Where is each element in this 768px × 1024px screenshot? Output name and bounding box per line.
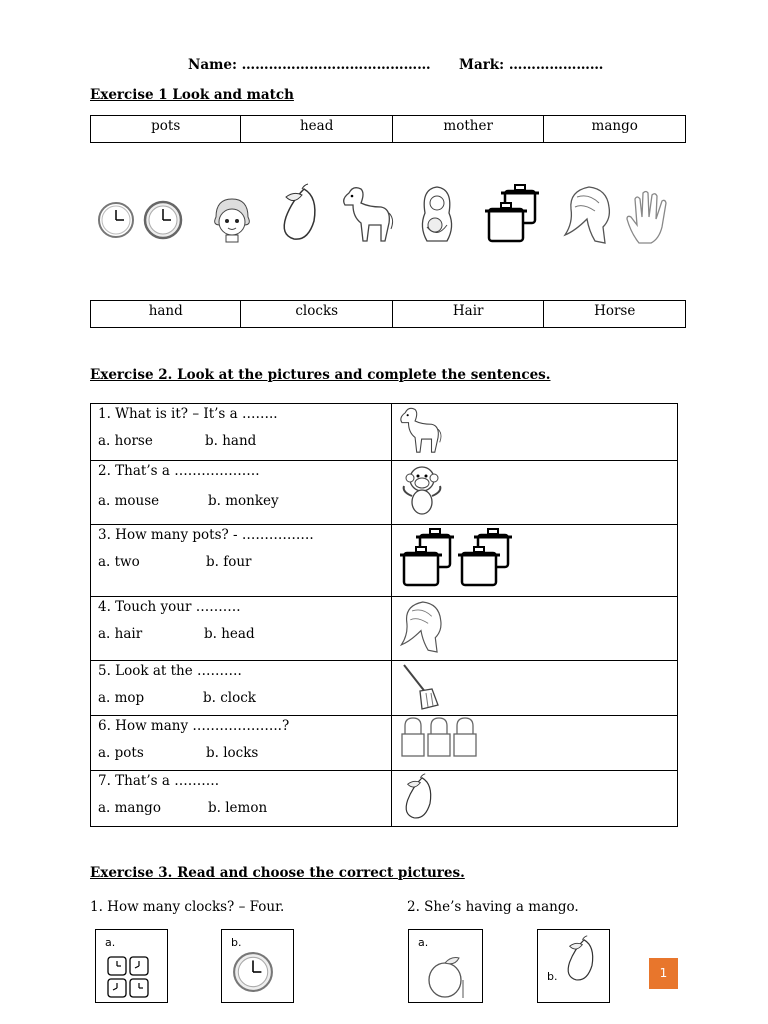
question-text: 5. Look at the ………. (98, 663, 242, 679)
girl-face-icon (208, 195, 256, 243)
horse-icon (397, 404, 443, 456)
name-field-label: Name: …………………………………… (188, 57, 431, 73)
mango-icon (560, 934, 600, 984)
word-cell: hand (91, 301, 241, 328)
option-label: b. (547, 970, 558, 983)
option-b: b. hand (205, 433, 257, 449)
option-label: a. (418, 936, 429, 949)
mango-icon (398, 773, 438, 821)
exercise-1-title: Exercise 1 Look and match (90, 87, 294, 103)
option-a: a. mop (98, 690, 145, 706)
pots-icon (400, 527, 462, 589)
question-text: 6. How many ………………..? (98, 718, 290, 734)
option-b: b. lemon (208, 800, 268, 816)
question-row (91, 716, 678, 771)
pots-icon (485, 183, 547, 245)
hair-icon (396, 597, 446, 657)
option-a: a. mouse (98, 493, 160, 509)
option-b: b. monkey (208, 493, 279, 509)
option-a: a. hair (98, 626, 143, 642)
word-cell: mother (392, 116, 544, 143)
exercise-1-pictures (97, 183, 697, 251)
clock-icon (232, 951, 274, 993)
exercise-3-title: Exercise 3. Read and choose the correct pictures. (90, 865, 465, 881)
question-row (91, 525, 678, 597)
option-label: b. (231, 936, 242, 949)
question-text: 4. Touch your ………. (98, 599, 241, 615)
word-cell: clocks (241, 301, 393, 328)
word-cell: head (241, 116, 392, 143)
option-a: a. pots (98, 745, 144, 761)
mop-icon (398, 663, 442, 711)
word-cell: Horse (544, 301, 686, 328)
option-a: a. horse (98, 433, 153, 449)
question-text: 7. That’s a ………. (98, 773, 219, 789)
option-b: b. clock (203, 690, 256, 706)
answer-option-box[interactable] (408, 929, 483, 1003)
option-a: a. mango (98, 800, 161, 816)
exercise-1-top-word-table (90, 115, 686, 143)
horse-icon (339, 183, 395, 245)
answer-option-box[interactable] (95, 929, 168, 1003)
question-row (91, 661, 678, 716)
hand-icon (625, 189, 675, 245)
clock-icon (97, 201, 135, 239)
question-row (91, 461, 678, 525)
option-label: a. (105, 936, 116, 949)
clock-icon (143, 200, 183, 240)
question-1-text: 1. How many clocks? – Four. (90, 899, 285, 915)
answer-option-box[interactable] (221, 929, 294, 1003)
word-cell: pots (91, 116, 241, 143)
exercise-2-title: Exercise 2. Look at the pictures and complete the sentences. (90, 367, 551, 383)
four-clocks-icon (107, 956, 149, 998)
option-b: b. locks (206, 745, 259, 761)
question-text: 1. What is it? – It’s a …….. (98, 406, 278, 422)
question-row (91, 771, 678, 827)
monkey-icon (400, 464, 444, 518)
exercise-1-bottom-word-table (90, 300, 686, 328)
question-row (91, 404, 678, 461)
locks-icon (400, 716, 480, 758)
exercise-2-table (90, 403, 678, 827)
lemon-icon (425, 954, 467, 1000)
mango-icon (274, 183, 324, 243)
answer-option-box[interactable] (537, 929, 610, 1003)
question-text: 3. How many pots? - ……………. (98, 527, 314, 543)
word-cell: Hair (392, 301, 543, 328)
option-b: b. head (204, 626, 255, 642)
question-2-text: 2. She’s having a mango. (407, 899, 579, 915)
option-a: a. two (98, 554, 140, 570)
question-text: 2. That’s a ………………. (98, 463, 260, 479)
hair-icon (559, 183, 615, 247)
word-cell: mango (544, 116, 686, 143)
question-row (91, 597, 678, 661)
option-b: b. four (206, 554, 252, 570)
mother-baby-icon (411, 183, 463, 245)
mark-field-label: Mark: ………………… (459, 57, 604, 73)
pots-icon (458, 527, 520, 589)
page-number-badge: 1 (649, 958, 678, 989)
